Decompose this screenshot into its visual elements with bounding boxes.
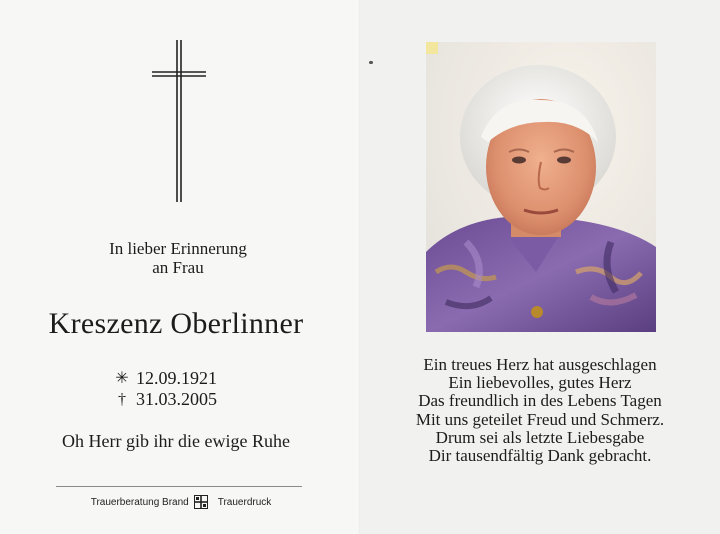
birth-asterisk-icon: ✳ <box>115 370 129 387</box>
memorial-verse <box>365 356 715 465</box>
intro-line-1: In lieber Erinnerung <box>109 239 247 258</box>
deceased-name: Kreszenz Oberlinner <box>48 307 304 340</box>
verse-line: Drum sei als letzte Liebesgabe <box>435 427 645 447</box>
print-speck <box>369 61 373 64</box>
death-row <box>108 389 217 410</box>
birth-row <box>108 368 217 389</box>
latin-cross-icon <box>150 38 208 204</box>
verse-line: Das freundlich in des Lebens Tagen <box>418 391 662 411</box>
birth-date: 12.09.1921 <box>136 368 217 388</box>
intro-line-2: an Frau <box>152 258 204 277</box>
verse-line: Ein treues Herz hat ausgeschlagen <box>423 355 657 374</box>
life-dates <box>108 368 217 410</box>
printer-footer <box>56 495 306 509</box>
verse-line: Ein liebevolles, gutes Herz <box>448 373 632 393</box>
portrait-photo <box>426 42 656 332</box>
footer-left-text: Trauerberatung Brand <box>90 496 189 508</box>
footer-right-text: Trauerdruck <box>217 496 272 508</box>
death-date: 31.03.2005 <box>136 389 217 409</box>
portrait-illustration <box>426 42 656 332</box>
death-dagger-icon: † <box>118 391 126 408</box>
verse-line: Mit uns geteilet Freud und Schmerz. <box>415 409 665 429</box>
verse-line: Dir tausendfältig Dank gebracht. <box>428 446 652 466</box>
cross-grid-logo-icon <box>194 495 208 509</box>
prayer-line: Oh Herr gib ihr die ewige Ruhe <box>62 431 290 451</box>
footer-divider <box>56 486 302 487</box>
